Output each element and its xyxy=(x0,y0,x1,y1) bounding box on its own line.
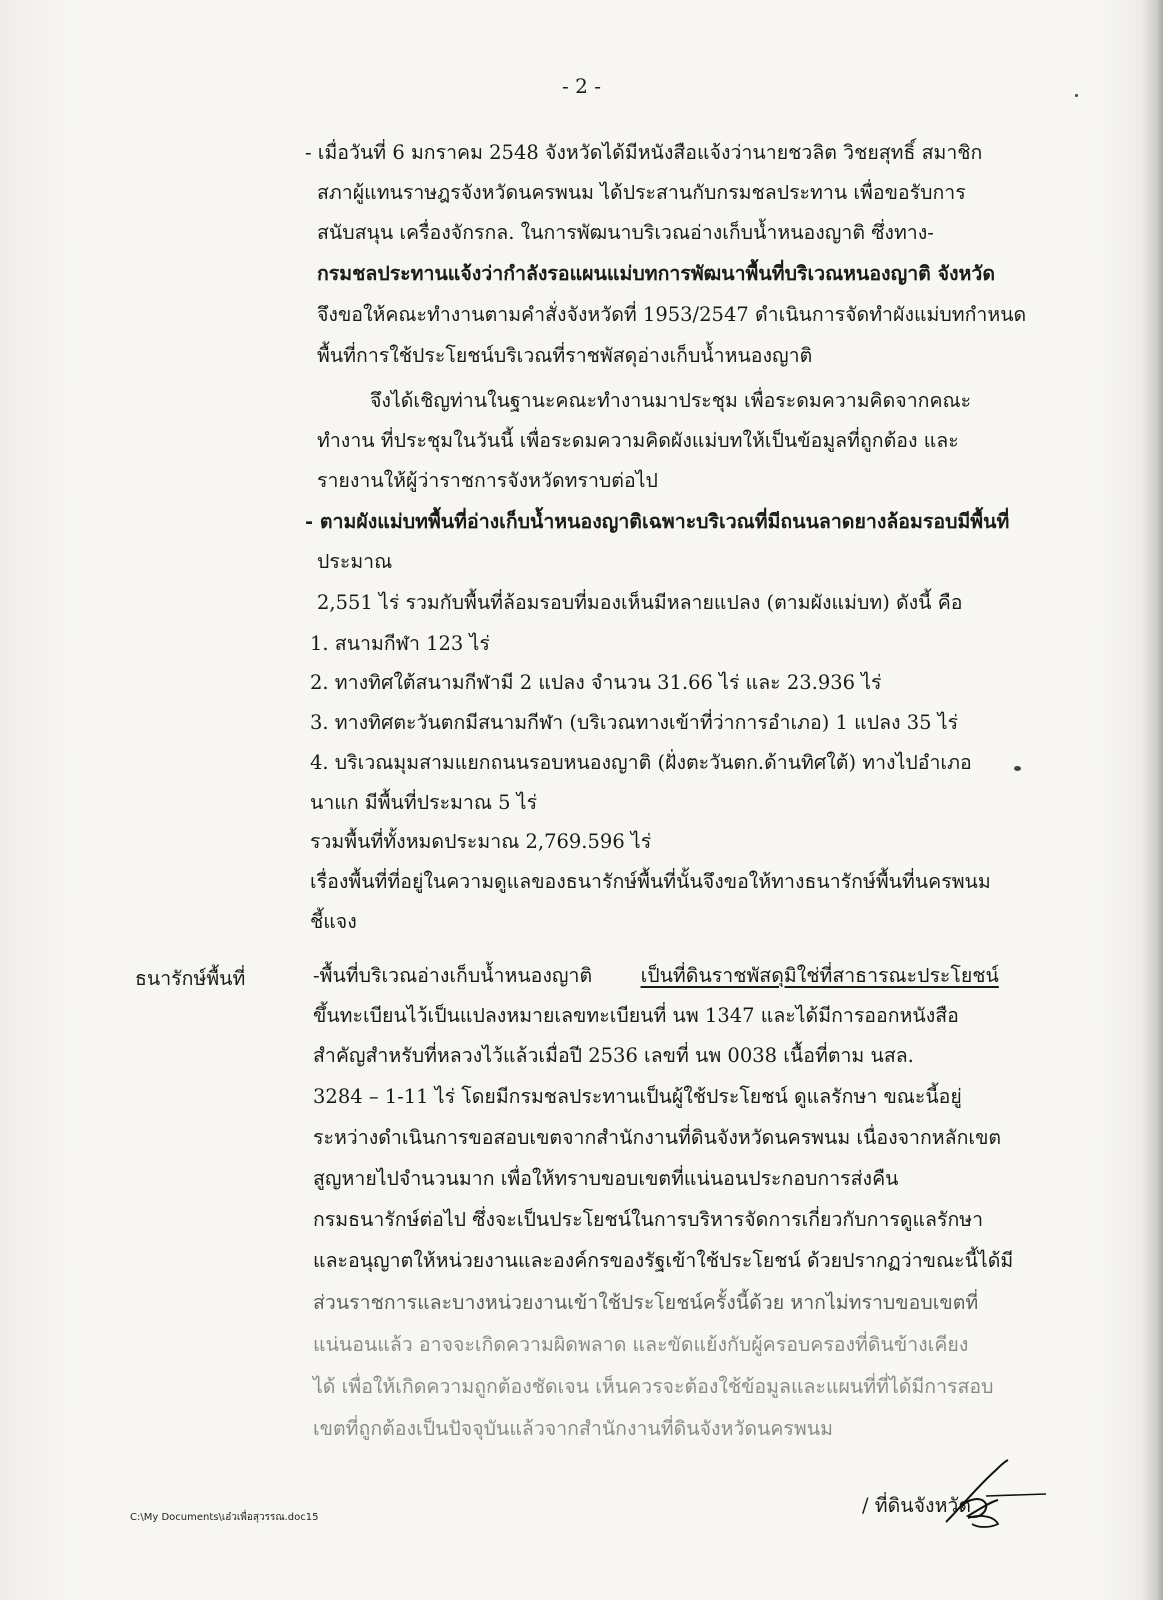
list-item-4: 4. บริเวณมุมสามแยกถนนรอบหนองญาติ (ฝั่งตะวันตก.ด้านทิศใต้) ทางไปอำเภอ xyxy=(310,751,972,774)
list-item-2: 2. ทางทิศใต้สนามกีฬามี 2 แปลง จำนวน 31.66 ไร่ และ 23.936 ไร่ xyxy=(310,671,882,694)
body-line-3: สนับสนุน เครื่องจักรกล. ในการพัฒนาบริเวณอ่างเก็บน้ำหนองญาติ ซึ่งทาง- xyxy=(317,221,934,244)
treasury-line-3: สำคัญสำหรับที่หลวงไว้แล้วเมื่อปี 2536 เลขที่ นพ 0038 เนื้อที่ตาม นสล. xyxy=(313,1044,914,1067)
treasury-line-9: ส่วนราชการและบางหน่วยงานเข้าใช้ประโยชน์ครั้งนี้ด้วย หากไม่ทราบขอบเขตที่ xyxy=(313,1291,979,1314)
treasury-line-8: และอนุญาตให้หน่วยงานและองค์กรของรัฐเข้าใช้ประโยชน์ ด้วยปรากฏว่าขณะนี้ได้มี xyxy=(313,1249,1014,1272)
scan-speck xyxy=(1014,766,1021,771)
file-path-footer: C:\My Documents\เอ๋วเพื่อสุวรรณ.doc15 xyxy=(130,1512,319,1523)
body-line-4: กรมชลประทานแจ้งว่ากำลังรอแผนแม่บทการพัฒนาพื้นที่บริเวณหนองญาติ จังหวัด xyxy=(317,262,996,285)
body-line-11: ประมาณ xyxy=(317,550,393,573)
body-line-2: สภาผู้แทนราษฎรจังหวัดนครพนม ได้ประสานกับกรมชลประทาน เพื่อขอรับการ xyxy=(317,181,966,204)
body-line-6: พื้นที่การใช้ประโยชน์บริเวณที่ราชพัสดุอ่างเก็บน้ำหนองญาติ xyxy=(317,344,813,367)
list-item-1: 1. สนามกีฬา 123 ไร่ xyxy=(310,632,490,655)
treasury-line-2: ขึ้นทะเบียนไว้เป็นแปลงหมายเลขทะเบียนที่ นพ 1347 และได้มีการออกหนังสือ xyxy=(313,1004,959,1027)
handwritten-signature xyxy=(938,1456,1048,1532)
body-line-8: ทำงาน ที่ประชุมในวันนี้ เพื่อระดมความคิดผังแม่บทให้เป็นข้อมูลที่ถูกต้อง และ xyxy=(317,429,959,452)
body-line-19: เรื่องพื้นที่ที่อยู่ในความดูแลของธนารักษ์พื้นที่นั้นจึงขอให้ทางธนารักษ์พื้นที่นครพนม xyxy=(310,870,991,893)
treasury-line-4: 3284 – 1-11 ไร่ โดยมีกรมชลประทานเป็นผู้ใช้ประโยชน์ ดูแลรักษา ขณะนี้อยู่ xyxy=(313,1085,962,1108)
scan-edge-shadow xyxy=(1141,0,1163,1600)
page-number: - 2 - xyxy=(562,74,601,98)
body-line-1: - เมื่อวันที่ 6 มกราคม 2548 จังหวัดได้มีหนังสือแจ้งว่านายชวลิต วิชยสุทธิ์ สมาชิก xyxy=(305,141,983,164)
treasury-line-10: แน่นอนแล้ว อาจจะเกิดความผิดพลาด และขัดแย้งกับผู้ครอบครองที่ดินข้างเคียง xyxy=(313,1333,969,1356)
treasury-line-6: สูญหายไปจำนวนมาก เพื่อให้ทราบขอบเขตที่แน่นอนประกอบการส่งคืน xyxy=(313,1167,899,1190)
treasury-line-1 xyxy=(313,963,999,991)
total-area-line: รวมพื้นที่ทั้งหมดประมาณ 2,769.596 ไร่ xyxy=(310,830,652,853)
signoff-text: / ที่ดินจังหวัด xyxy=(862,1494,972,1517)
body-line-10: - ตามผังแม่บทพื้นที่อ่างเก็บน้ำหนองญาติเฉพาะบริเวณที่มีถนนลาดยางล้อมรอบมีพื้นที่ xyxy=(305,510,1010,533)
treasury-underlined-phrase: เป็นที่ดินราชพัสดุมิใช่ที่สาธารณะประโยชน์ xyxy=(640,964,999,987)
body-line-9: รายงานให้ผู้ว่าราชการจังหวัดทราบต่อไป xyxy=(317,469,658,492)
list-item-4-cont: นาแก มีพื้นที่ประมาณ 5 ไร่ xyxy=(310,791,538,814)
treasury-label: ธนารักษ์พื้นที่ xyxy=(135,967,246,990)
treasury-line-11: ได้ เพื่อให้เกิดความถูกต้องชัดเจน เห็นควรจะต้องใช้ข้อมูลและแผนที่ที่ได้มีการสอบ xyxy=(313,1375,994,1398)
treasury-line-5: ระหว่างดำเนินการขอสอบเขตจากสำนักงานที่ดินจังหวัดนครพนม เนื่องจากหลักเขต xyxy=(313,1126,1002,1149)
treasury-line-1-prefix: -พื้นที่บริเวณอ่างเก็บน้ำหนองญาติ xyxy=(313,964,593,987)
treasury-line-12: เขตที่ถูกต้องเป็นปัจจุบันแล้วจากสำนักงานที่ดินจังหวัดนครพนม xyxy=(313,1417,833,1440)
body-line-20: ชี้แจง xyxy=(310,910,357,933)
treasury-line-7: กรมธนารักษ์ต่อไป ซึ่งจะเป็นประโยชน์ในการบริหารจัดการเกี่ยวกับการดูแลรักษา xyxy=(313,1208,984,1231)
body-line-12: 2,551 ไร่ รวมกับพื้นที่ล้อมรอบที่มองเห็นมีหลายแปลง (ตามผังแม่บท) ดังนี้ คือ xyxy=(317,591,963,614)
body-line-7: จึงได้เชิญท่านในฐานะคณะทำงานมาประชุม เพื่อระดมความคิดจากคณะ xyxy=(370,389,972,412)
list-item-3: 3. ทางทิศตะวันตกมีสนามกีฬา (บริเวณทางเข้าที่ว่าการอำเภอ) 1 แปลง 35 ไร่ xyxy=(310,711,959,734)
body-line-5: จึงขอให้คณะทำงานตามคำสั่งจังหวัดที่ 1953/2547 ดำเนินการจัดทำผังแม่บทกำหนด xyxy=(317,303,1027,326)
scan-speck xyxy=(1075,94,1078,97)
